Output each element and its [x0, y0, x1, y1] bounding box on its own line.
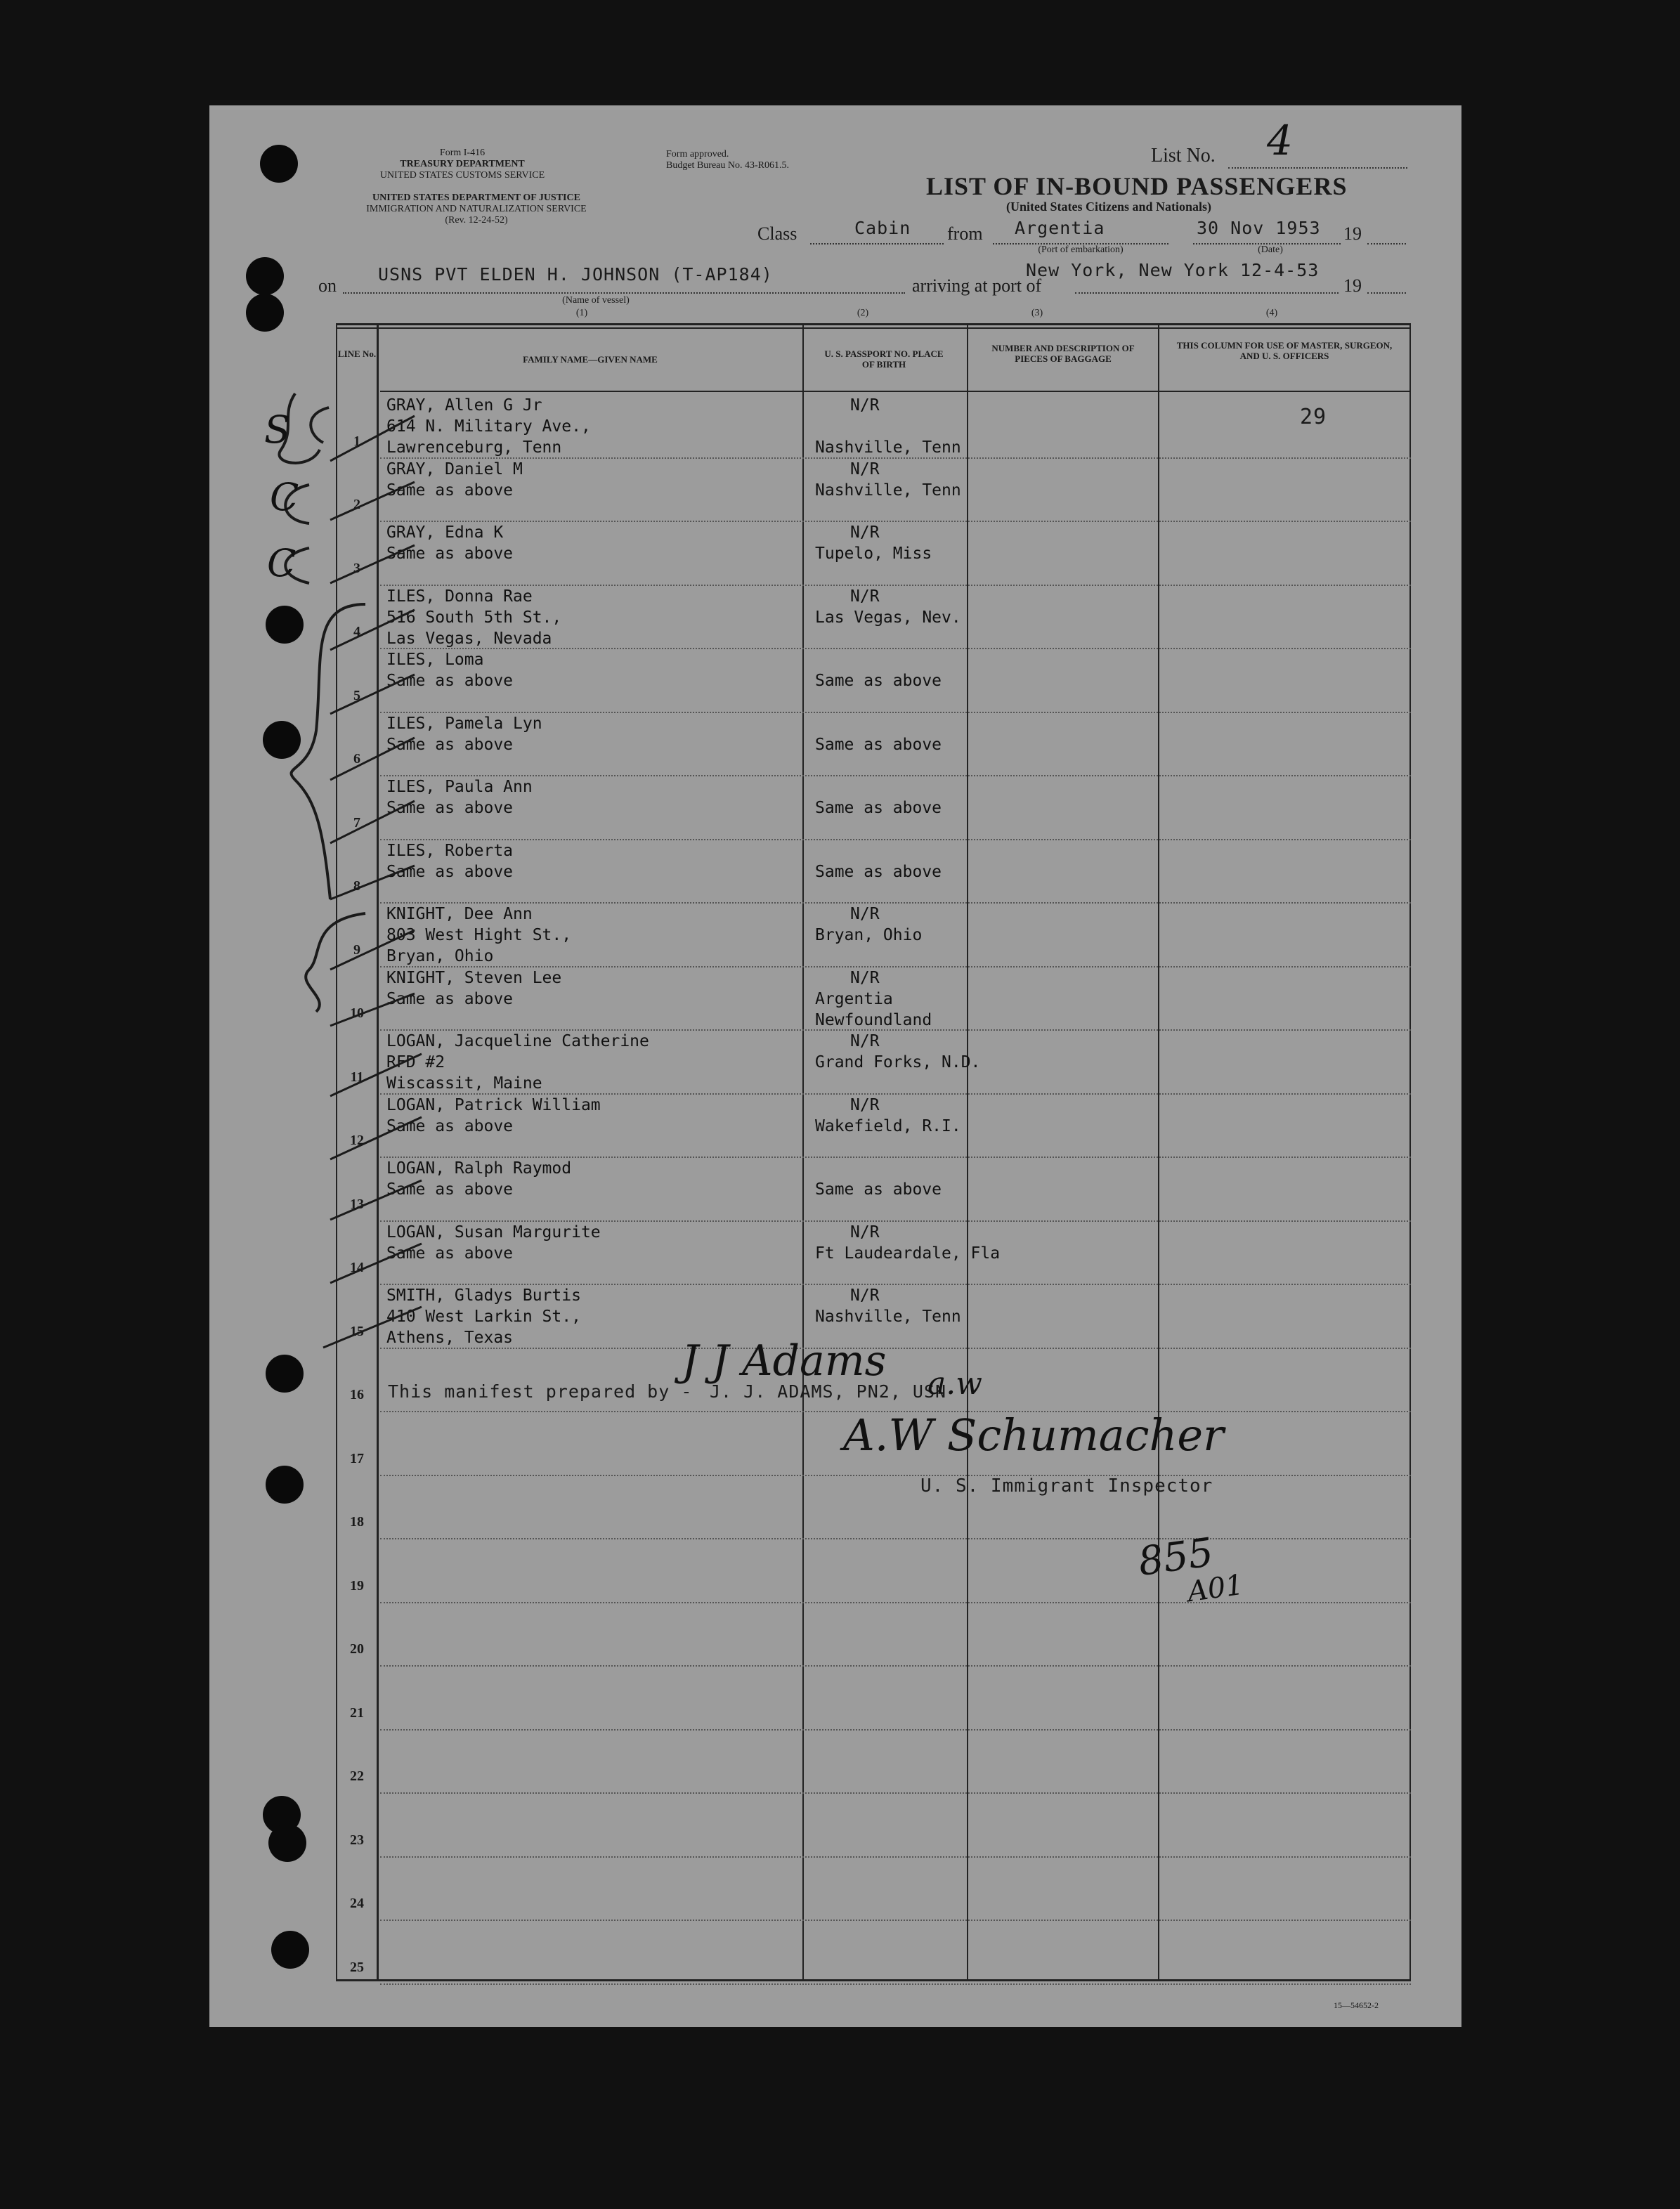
check-marks: [323, 416, 422, 1348]
passenger-address: 803 West Hight St.,: [386, 926, 572, 944]
passenger-name: LOGAN, Jacqueline Catherine: [386, 1032, 649, 1050]
passenger-name: GRAY, Daniel M: [386, 460, 523, 478]
passenger-name: KNIGHT, Dee Ann: [386, 905, 533, 923]
place-of-birth: Tupelo, Miss: [815, 545, 932, 563]
line-number: 16: [350, 1387, 364, 1402]
passport-number: N/R: [850, 968, 880, 987]
class-label: Class: [757, 223, 797, 244]
passport-number: N/R: [850, 587, 880, 606]
col-num-1: (1): [575, 308, 588, 318]
date-value: 30 Nov 1953: [1197, 218, 1321, 238]
line-number: 25: [350, 1959, 364, 1975]
officer-mark: 29: [1300, 405, 1327, 429]
place-of-birth: Bryan, Ohio: [815, 926, 923, 944]
line-number: 18: [350, 1514, 364, 1530]
line-number: 19: [350, 1577, 364, 1594]
line-number: 14: [350, 1260, 364, 1275]
line-number: 10: [350, 1005, 364, 1021]
passenger-address: Las Vegas, Nevada: [386, 629, 552, 648]
name-header: FAMILY NAME—GIVEN NAME: [523, 354, 658, 365]
passenger-address: Same as above: [386, 735, 514, 754]
passport-number: N/R: [850, 1032, 880, 1050]
line-number: 20: [350, 1641, 364, 1657]
passenger-address: Same as above: [386, 1244, 514, 1263]
passenger-name: ILES, Donna Rae: [386, 587, 533, 606]
margin-bracket: [311, 408, 329, 443]
line-number: 11: [350, 1069, 364, 1085]
passenger-name: LOGAN, Patrick William: [386, 1095, 601, 1114]
place-of-birth: Newfoundland: [815, 1010, 932, 1029]
place-of-birth: Same as above: [815, 672, 942, 690]
line-number: 4: [353, 624, 360, 639]
place-of-birth: Same as above: [815, 862, 942, 881]
passport-number: N/R: [850, 1223, 880, 1242]
class-value: Cabin: [854, 218, 911, 238]
passenger-address: Same as above: [386, 481, 514, 500]
passenger-address: Same as above: [386, 1180, 514, 1199]
dept-name: TREASURY DEPARTMENT: [400, 159, 525, 169]
inspector-signature: A.W Schumacher: [843, 1409, 1224, 1461]
passenger-name: SMITH, Gladys Burtis: [386, 1286, 581, 1305]
col-num-4: (4): [1265, 308, 1278, 318]
line-number: 3: [353, 560, 360, 576]
passenger-name: ILES, Roberta: [386, 841, 514, 860]
family-bracket: [291, 604, 365, 899]
customs-name: UNITED STATES CUSTOMS SERVICE: [379, 170, 545, 181]
passenger-name: ILES, Pamela Lyn: [386, 714, 542, 733]
passport-number: N/R: [850, 905, 880, 923]
passenger-address: Lawrenceburg, Tenn: [386, 438, 562, 457]
margin-mark: C: [270, 475, 299, 519]
embark-caption: (Port of embarkation): [1038, 245, 1124, 255]
place-of-birth: Las Vegas, Nev.: [815, 608, 961, 627]
line-number: 23: [350, 1832, 364, 1848]
place-of-birth: Ft Laudeardale, Fla: [815, 1244, 1001, 1263]
passenger-address: Same as above: [386, 799, 514, 817]
place-of-birth: Nashville, Tenn: [815, 481, 961, 500]
line-number: 21: [350, 1705, 364, 1721]
passport-number: N/R: [850, 460, 880, 478]
footer-code: 15—54652-2: [1334, 2000, 1379, 2010]
passenger-name: ILES, Paula Ann: [386, 778, 533, 796]
passenger-address: 516 South 5th St.,: [386, 608, 562, 627]
passport-header: U. S. PASSPORT NO. PLACE OF BIRTH: [824, 348, 944, 370]
baggage-header: NUMBER AND DESCRIPTION OF PIECES OF BAGGAGE: [991, 343, 1135, 364]
line-number: 1: [353, 433, 360, 449]
passenger-address: Bryan, Ohio: [386, 947, 494, 965]
passenger-address: Same as above: [386, 862, 514, 881]
vessel-name: USNS PVT ELDEN H. JOHNSON (T-AP184): [378, 264, 773, 285]
line-number: 17: [350, 1450, 364, 1466]
list-number: 4: [1267, 117, 1293, 164]
budget-no: Budget Bureau No. 43-R061.5.: [666, 160, 789, 171]
place-of-birth: Nashville, Tenn: [815, 438, 961, 457]
passenger-address: Same as above: [386, 545, 514, 563]
page-title: LIST OF IN-BOUND PASSENGERS: [926, 172, 1348, 200]
year-prefix-2: 19: [1343, 275, 1362, 296]
revision: (Rev. 12-24-52): [445, 215, 508, 226]
place-of-birth: Argentia: [815, 989, 893, 1008]
passenger-address: Same as above: [386, 672, 514, 690]
line-number: 24: [350, 1896, 364, 1911]
handwritten-note-number: 855: [1135, 1529, 1216, 1586]
passenger-address: Same as above: [386, 989, 514, 1008]
place-of-birth: Same as above: [815, 735, 942, 754]
year-prefix: 19: [1343, 223, 1362, 244]
line-number: 2: [353, 497, 360, 512]
line-no-header: LINE No.: [337, 348, 377, 359]
passenger-name: GRAY, Allen G Jr: [386, 396, 542, 415]
inspector-title: U. S. Immigrant Inspector: [920, 1475, 1213, 1497]
col-num-2: (2): [857, 308, 869, 318]
col-num-3: (3): [1031, 308, 1043, 318]
place-of-birth: Same as above: [815, 1180, 942, 1199]
handwritten-note-code: A01: [1185, 1568, 1246, 1609]
vessel-caption: (Name of vessel): [562, 295, 630, 306]
line-number: 22: [350, 1768, 364, 1784]
form-approved: Form approved.: [666, 149, 729, 159]
margin-mark: S: [264, 408, 290, 452]
ins-name: IMMIGRATION AND NATURALIZATION SERVICE: [366, 204, 587, 214]
passenger-address: Same as above: [386, 1116, 514, 1135]
on-label: on: [318, 275, 337, 296]
passenger-address: 614 N. Military Ave.,: [386, 417, 591, 436]
prepared-by-label: This manifest prepared by -: [388, 1381, 693, 1402]
preparer-signature: J J Adams: [682, 1336, 887, 1386]
passport-number: N/R: [850, 1095, 880, 1114]
arriving-label: arriving at port of: [912, 275, 1042, 296]
line-number: 15: [350, 1323, 364, 1339]
line-number: 6: [353, 751, 360, 767]
port-value: New York, New York 12-4-53: [1026, 260, 1320, 280]
place-of-birth: Wakefield, R.I.: [815, 1116, 961, 1135]
officers-header: THIS COLUMN FOR USE OF MASTER, SURGEON, AND U. S. OFFICERS: [1176, 340, 1393, 361]
page-subtitle: (United States Citizens and Nationals): [1005, 200, 1211, 214]
passenger-address: 410 West Larkin St.,: [386, 1308, 581, 1326]
line-number: 12: [350, 1133, 364, 1148]
passenger-address: RFD #2: [386, 1053, 445, 1071]
place-of-birth: Nashville, Tenn: [815, 1308, 961, 1326]
passenger-address: Wiscassit, Maine: [386, 1074, 542, 1093]
passenger-name: GRAY, Edna K: [386, 523, 504, 542]
line-number: 13: [350, 1196, 364, 1212]
place-of-birth: Same as above: [815, 799, 942, 817]
inspector-initials: a.w: [927, 1366, 982, 1402]
passport-number: N/R: [850, 396, 880, 415]
family-bracket: [306, 913, 365, 1012]
list-no-label: List No.: [1151, 145, 1216, 167]
passenger-address: Athens, Texas: [386, 1329, 514, 1347]
date-caption: (Date): [1258, 245, 1283, 255]
passenger-name: KNIGHT, Steven Lee: [386, 968, 562, 987]
line-number: 7: [353, 814, 360, 830]
preparer-name: J. J. ADAMS, PN2, USN: [710, 1381, 947, 1402]
line-number: 5: [353, 687, 360, 703]
place-of-birth: Grand Forks, N.D.: [815, 1053, 981, 1071]
line-number: 8: [353, 878, 360, 894]
from-value: Argentia: [1015, 218, 1105, 238]
passenger-name: LOGAN, Ralph Raymod: [386, 1159, 572, 1178]
from-label: from: [947, 223, 983, 244]
passenger-name: LOGAN, Susan Margurite: [386, 1223, 601, 1242]
form-number: Form I-416: [439, 148, 486, 158]
passenger-name: ILES, Loma: [386, 651, 484, 669]
passport-number: N/R: [850, 523, 880, 542]
line-number: 9: [353, 941, 360, 958]
passport-number: N/R: [850, 1286, 880, 1305]
justice-name: UNITED STATES DEPARTMENT OF JUSTICE: [372, 193, 580, 203]
margin-mark: C: [267, 541, 297, 585]
